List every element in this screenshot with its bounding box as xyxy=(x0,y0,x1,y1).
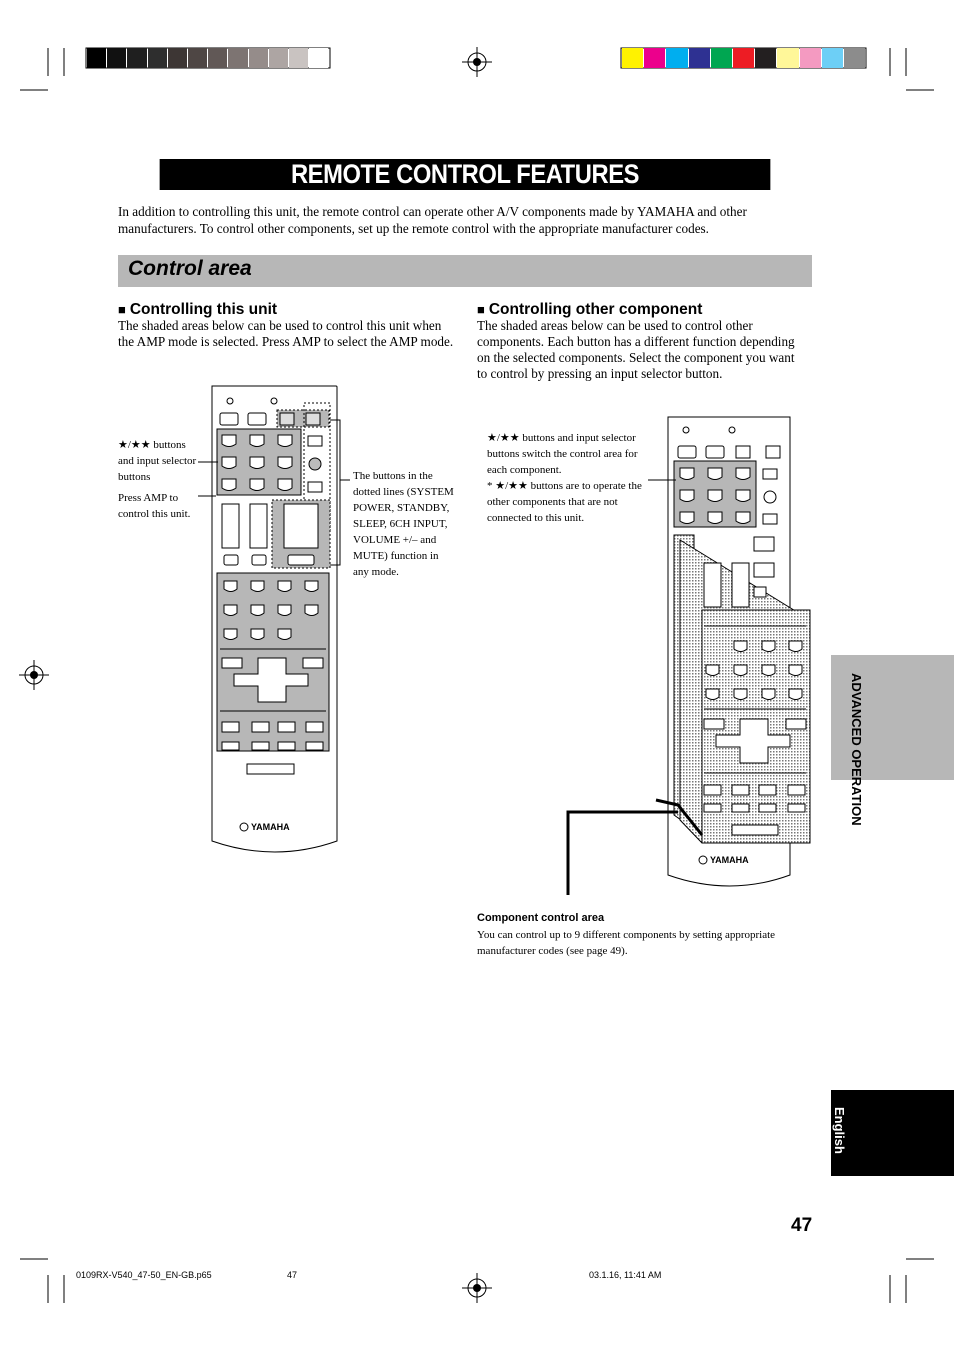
left-callout-amp: Press AMP to control this unit. xyxy=(118,492,191,520)
color-swatch xyxy=(249,48,268,68)
right-callout-note: * ★/★★ buttons are to operate the other components that are not connected to this unit. xyxy=(487,480,642,524)
right-heading xyxy=(477,301,702,319)
square-bullet-icon: ■ xyxy=(477,302,485,317)
color-swatch xyxy=(800,48,821,68)
left-heading xyxy=(118,301,277,319)
left-heading-text: Controlling this unit xyxy=(129,301,278,318)
color-swatch xyxy=(755,48,776,68)
component-area-text: You can control up to 9 different components by setting appropriate manufacturer codes (see page 49). xyxy=(477,929,776,957)
remote-illustration-left xyxy=(200,385,350,860)
intro-paragraph: In addition to controlling this unit, the remote control can operate other A/V components made by YAMAHA and other manufacturers. To control other components, set up the remote control with the appropriate manufacturer codes. xyxy=(118,204,747,236)
color-swatch xyxy=(148,48,167,68)
color-swatch xyxy=(844,48,865,68)
left-body: The shaded areas below can be used to control this unit when the AMP mode is selected. Press AMP to select the AMP mode. xyxy=(118,318,454,349)
square-bullet-icon: ■ xyxy=(118,302,126,317)
color-swatch xyxy=(644,48,665,68)
right-callout-selector: ★/★★ buttons and input selector buttons switch the control area for each component. xyxy=(487,432,638,476)
color-swatch xyxy=(107,48,126,68)
color-swatch xyxy=(168,48,187,68)
color-swatch xyxy=(208,48,227,68)
color-swatch xyxy=(269,48,288,68)
color-swatch xyxy=(711,48,732,68)
color-swatch xyxy=(822,48,843,68)
language-tab xyxy=(831,1090,954,1176)
color-swatch xyxy=(188,48,207,68)
footer-page: 47 xyxy=(287,1270,298,1280)
color-swatch xyxy=(289,48,308,68)
color-swatch xyxy=(228,48,247,68)
section-title: Control area xyxy=(128,257,252,280)
page-title: REMOTE CONTROL FEATURES xyxy=(160,159,771,190)
left-callout-dotted: The buttons in the dotted lines (SYSTEM POWER, STANDBY, SLEEP, 6CH INPUT, VOLUME +/– and MUTE) function in any mode. xyxy=(353,470,454,578)
remote-illustration-right xyxy=(560,415,820,895)
left-callout-selector: ★/★★ buttons and input selector buttons xyxy=(118,439,197,483)
color-swatch xyxy=(127,48,146,68)
color-swatch xyxy=(689,48,710,68)
component-area-label: Component control area xyxy=(477,912,605,924)
page-number: 47 xyxy=(791,1215,813,1236)
footer-file: 0109RX-V540_47-50_EN-GB.p65 xyxy=(76,1270,212,1280)
logo-text-left: YAMAHA xyxy=(251,822,290,832)
color-swatch xyxy=(777,48,798,68)
color-swatch xyxy=(733,48,754,68)
logo-text-right: YAMAHA xyxy=(710,855,749,865)
right-heading-text: Controlling other component xyxy=(488,301,703,318)
advanced-operation-label: ADVANCED OPERATION xyxy=(849,673,864,826)
color-swatch xyxy=(622,48,643,68)
color-swatch xyxy=(309,48,328,68)
footer-date: 03.1.16, 11:41 AM xyxy=(589,1270,662,1280)
language-label: English xyxy=(832,1107,847,1154)
color-swatch xyxy=(87,48,106,68)
right-body: The shaded areas below can be used to control other components. Each button has a different function depending on the selected components. Select the component you want to control by pressing an input selector button. xyxy=(477,318,795,381)
color-swatch xyxy=(666,48,687,68)
